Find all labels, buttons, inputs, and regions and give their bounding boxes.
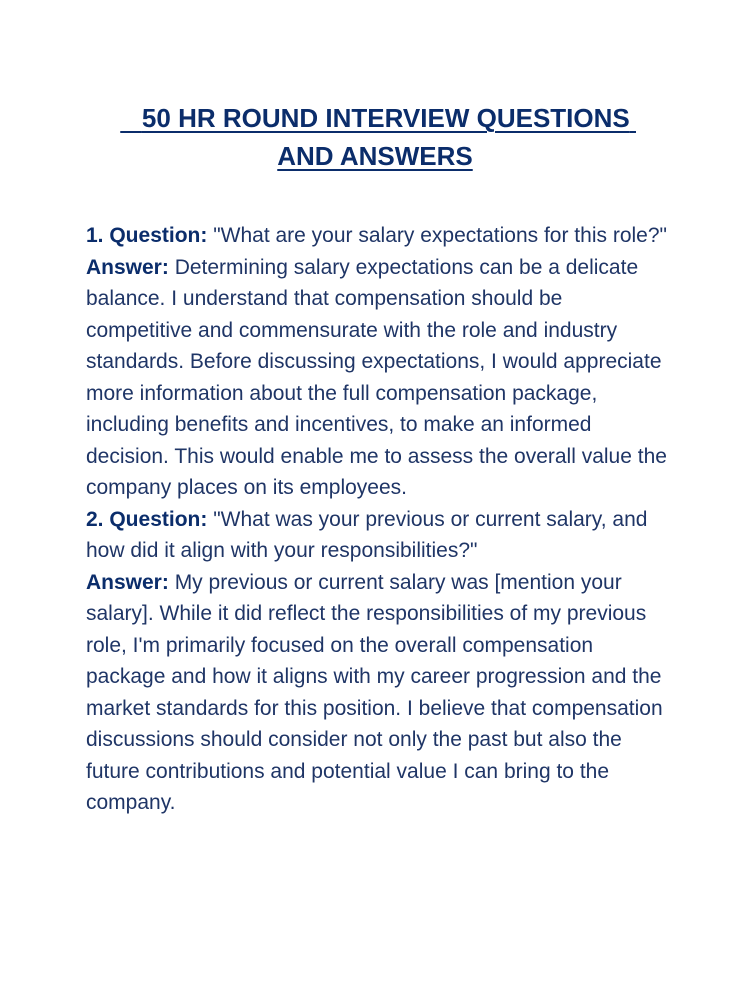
question-label: 1. Question: <box>86 224 208 247</box>
answer-text: My previous or current salary was [mention your salary]. While it did reflect the responsibilities of my previous role, I'm primarily focused on the overall compensation package and how it aligns with my career progression and the market standards for this position. I believe that compensation discussions should consider not only the past but also the future contributions and potential value I can bring to the company. <box>86 570 663 814</box>
qa-content <box>86 220 671 819</box>
answer-2 <box>86 567 671 819</box>
question-label: 2. Question: <box>86 507 208 531</box>
answer-1 <box>86 252 671 504</box>
answer-label: Answer: <box>86 570 169 594</box>
question-1 <box>86 220 671 252</box>
question-text: "What are your salary expectations for this role?" <box>207 224 667 247</box>
answer-label: Answer: <box>86 255 169 279</box>
answer-text: Determining salary expectations can be a delicate balance. I understand that compensation should be competitive and commensurate with the role and industry standards. Before discussing expectations, I would appreciate more information about the full compensation package, including benefits and incentives, to make an informed decision. This would enable me to assess the overall value the company places on its employees. <box>86 255 667 499</box>
page-title: 50 HR ROUND INTERVIEW QUESTIONS AND ANSWERS <box>120 103 636 172</box>
question-text: "What was your previous or current salary, and how did it align with your responsibilities?" <box>86 507 648 562</box>
question-2 <box>86 504 671 567</box>
